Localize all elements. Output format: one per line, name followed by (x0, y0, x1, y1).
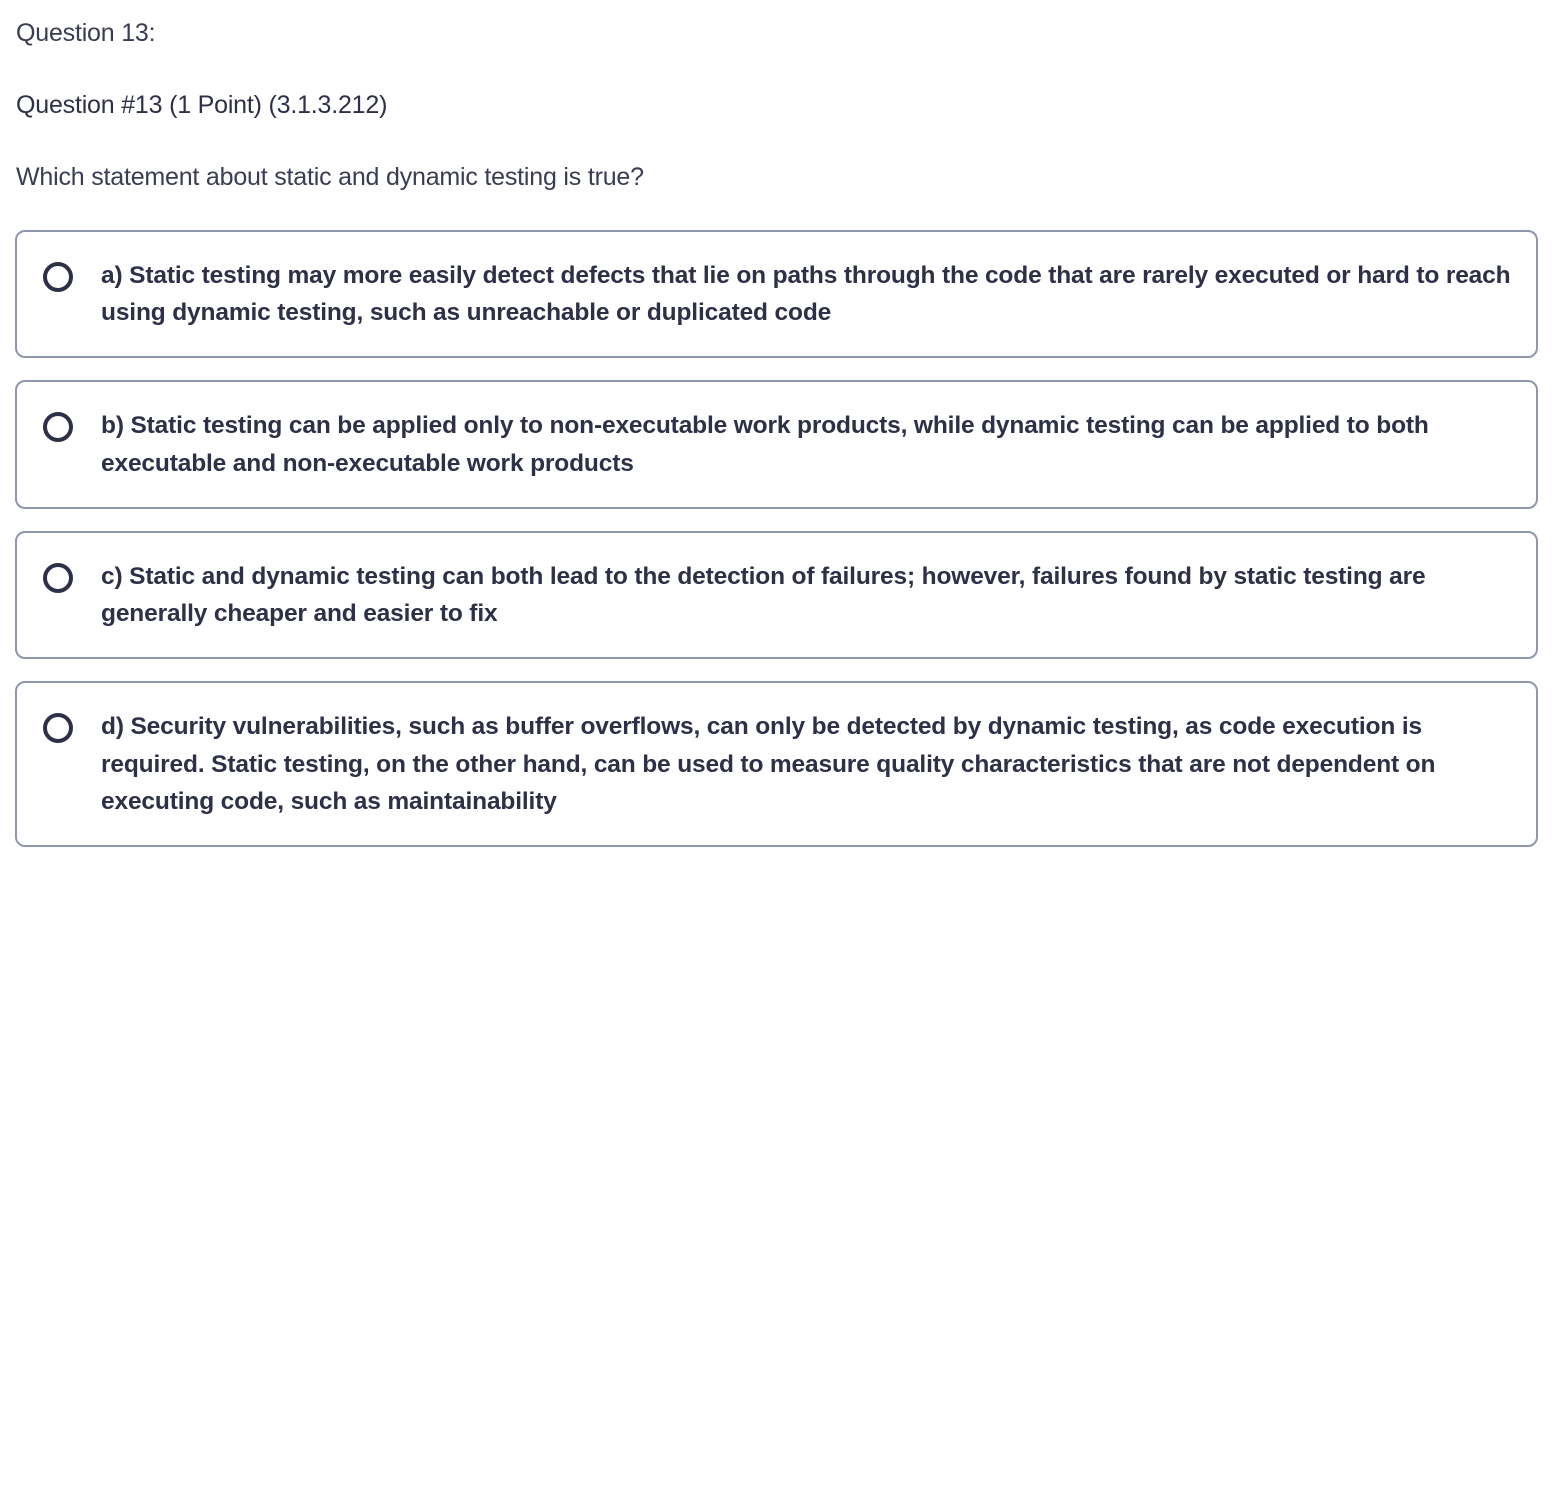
answer-option-label: d) Security vulnerabilities, such as buffer overflows, can only be detected by dynamic testing, as code execution is required. Static testing, on the other hand, can be used to measure quality characteristics that are not dependent on executing code, such as maintainability (101, 713, 1436, 815)
answer-option-c[interactable] (15, 531, 1538, 659)
question-prompt: Which statement about static and dynamic testing is true? (16, 163, 644, 191)
radio-button-icon[interactable] (43, 563, 73, 593)
answer-option-label: a) Static testing may more easily detect defects that lie on paths through the code that are rarely executed or hard to reach using dynamic testing, such as unreachable or duplicated code (101, 262, 1511, 327)
question-number-heading: Question 13: (16, 19, 156, 47)
answer-option-d[interactable] (15, 681, 1538, 847)
answer-option-b[interactable] (15, 380, 1538, 508)
answer-options-list (0, 230, 1552, 847)
answer-option-label: b) Static testing can be applied only to non-executable work products, while dynamic testing can be applied to both executable and non-executable work products (101, 412, 1429, 477)
radio-button-icon[interactable] (43, 713, 73, 743)
answer-option-a[interactable] (15, 230, 1538, 358)
radio-button-icon[interactable] (43, 262, 73, 292)
radio-button-icon[interactable] (43, 412, 73, 442)
question-meta-heading: Question #13 (1 Point) (3.1.3.212) (16, 91, 388, 119)
answer-option-label: c) Static and dynamic testing can both lead to the detection of failures; however, failures found by static testing are generally cheaper and easier to fix (101, 562, 1426, 628)
